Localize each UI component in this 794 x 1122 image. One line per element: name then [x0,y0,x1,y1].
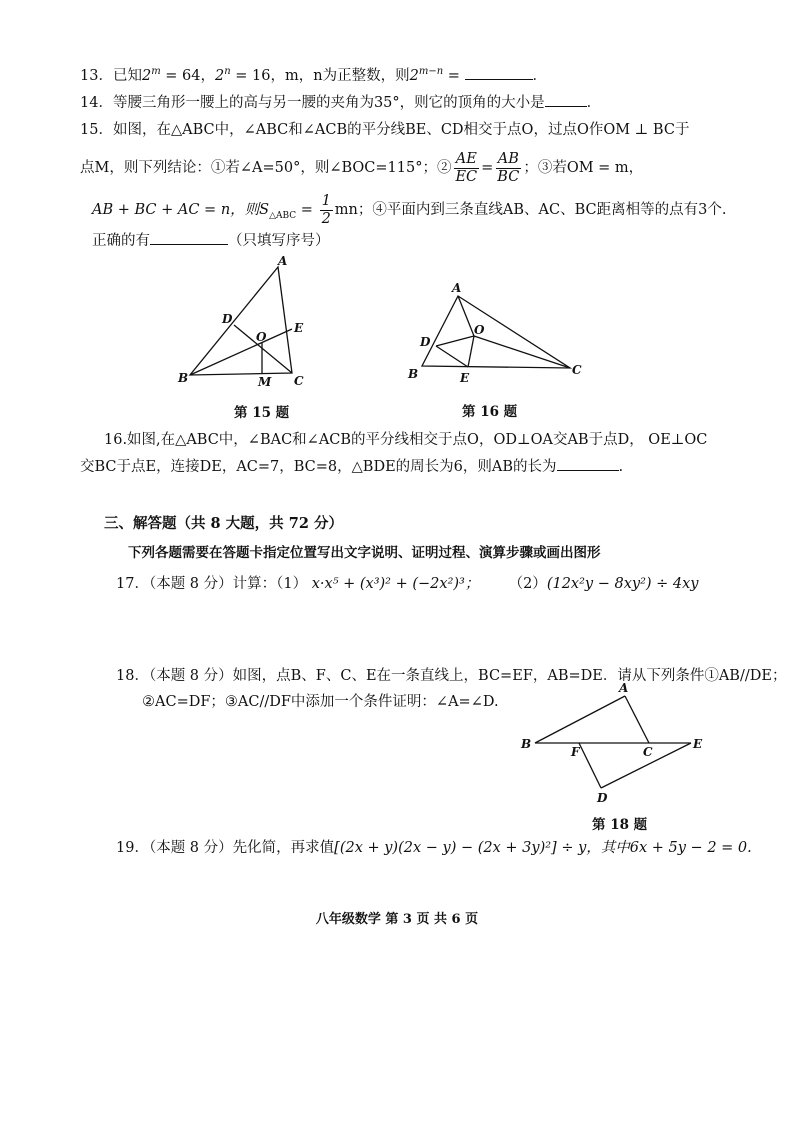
fig16-label-c: C [572,363,582,377]
q13-answer-blank[interactable] [465,65,533,80]
q13-expr-base-3: 2 [409,67,419,84]
fig16-label-d: D [420,335,431,349]
q13-expr-exp-1: m [151,66,161,77]
q15-line-2a: 点M，则下列结论：①若∠A=50°，则∠BOC=115°；② [80,160,452,176]
q15-half-numerator: 1 [321,192,331,209]
figure-18 [515,680,715,810]
q19-label: 19．（本题 8 分）先化简，再求值 [116,840,335,856]
q14-text: 14．等腰三角形一腰上的高与另一腰的夹角为35°，则它的顶角的大小是 [80,95,545,111]
fig15-label-m: M [258,375,272,389]
q15-line-3a: AB + BC + AC = n，则S [92,202,270,218]
fig15-label-c: C [294,374,304,388]
question-19 [116,838,752,858]
question-16-line-2 [80,456,623,477]
fig18-caption: 第 18 题 [592,817,648,833]
q13-prefix: 13．已知 [80,67,142,84]
fig16-triangle-abc [422,296,570,368]
section-3-title-text: 三、解答题（共 8 大题，共 72 分） [104,515,343,532]
fig18-segment-ac [625,696,649,743]
fig18-label-e: E [693,737,703,751]
fig16-label-b: B [408,367,419,381]
fig16-label-a: A [452,281,462,295]
fig15-label-o: O [256,330,267,344]
figure-15 [170,255,320,395]
fig18-lines [535,696,691,788]
fig15-label-b: B [178,371,189,385]
q15-half-denominator: 2 [321,210,331,227]
question-18-line-2 [142,692,499,712]
q16-end: . [618,459,624,475]
q15-answer-blank[interactable] [150,230,228,245]
fig15-caption: 第 15 题 [234,405,290,421]
fig15-lines [190,267,292,375]
fig18-label-a: A [619,681,629,695]
fig18-label-d: D [597,791,608,805]
q13-expr-val-2: = 16 [230,67,271,84]
fig15-label-e: E [294,321,304,335]
section-3-note [128,543,601,563]
q15-line-1: 15．如图，在△ABC中，∠ABC和∠ACB的平分线BE、CD相交于点O，过点O作OM ⊥ BC于 [80,122,690,138]
q13-end: ． [532,67,548,84]
q15-fraction-ab-bc [495,151,521,186]
fig15-label-d: D [222,312,233,326]
section-3-title [104,514,343,534]
question-15-line-4 [92,230,330,251]
page-footer-text: 八年级数学 第 3 页 共 6 页 [315,912,479,927]
fig16-segment-de [436,346,468,367]
q19-condition: ，其中6x + 5y − 2 = 0. [586,840,752,856]
q15-fraction-half [320,193,333,228]
q13-expr-val-1: = 64， [160,67,215,84]
q15-line-3b: mn；④平面内到三条直线AB、AC、BC距离相等的点有3个. [334,202,727,218]
q17-expression-2: (12x²y − 8xy²) ÷ 4xy [546,576,699,592]
q18-line-1: 18．（本题 8 分）如图，点B、F、C、E在一条直线上，BC=EF，AB=DE．请从下列条件①AB//DE； [116,668,787,684]
fig16-segment-oe [468,336,474,367]
fig16-segment-od [436,336,474,346]
q16-answer-blank[interactable] [557,456,619,471]
fig18-label-f: F [571,745,580,759]
q13-expr-exp-2: n [224,66,231,77]
fig15-label-a: A [278,254,288,268]
fig18-label-b: B [521,737,532,751]
q15-frac1-numerator: AE [455,150,477,167]
fig18-label-c: C [643,745,653,759]
question-15-line-1 [80,120,689,140]
question-16-line-1 [104,430,707,450]
q17-label-2: （2） [508,576,547,592]
q14-end: ． [586,95,602,111]
fig15-bisector-be [190,329,292,375]
q15-frac2-numerator: AB [497,150,519,167]
fig18-segment-fd [579,743,601,788]
page-footer [0,908,794,927]
q13-expr-base-2: 2 [215,67,225,84]
fig16-lines [422,296,570,368]
question-13 [80,62,547,86]
fig16-caption: 第 16 题 [462,404,518,420]
q19-expression: [(2x + y)(2x − y) − (2x + 3y)²] ÷ y [334,840,587,856]
q13-expr-exp-3: m−n [418,66,444,77]
fig16-segment-ao [458,296,474,336]
section-3-note-text: 下列各题需要在答题卡指定位置写出文字说明、证明过程、演算步骤或画出图形 [128,545,601,561]
q16-line-2: 交BC于点E，连接DE，AC=7，BC=8，△BDE的周长为6，则AB的长为 [80,459,557,475]
fig18-segment-ab [535,696,625,743]
fig15-triangle-abc [190,267,292,375]
q13-rest: ，m，n为正整数，则 [270,67,410,84]
fig16-label-e: E [460,371,470,385]
question-15-line-3 [92,190,726,234]
q17-label: 17．（本题 8 分）计算：（1） [116,576,308,592]
q15-fraction-ae-ec [453,151,479,186]
q15-frac1-denominator: EC [455,168,478,185]
q16-line-1: 16.如图,在△ABC中，∠BAC和∠ACB的平分线相交于点O，OD⊥OA交AB于点D， OE⊥OC [104,432,708,448]
q15-frac2-denominator: BC [497,168,520,185]
q15-line-4b: （只填写序号） [228,233,330,249]
q13-expr-base-1: 2 [141,67,152,84]
figure-16 [400,278,600,393]
fig16-segment-oc [474,336,570,368]
q15-area-subscript: △ABC [269,210,297,221]
question-15-line-2 [80,148,643,192]
question-17 [116,574,699,594]
q15-area-equals: = [296,202,318,218]
question-14 [80,92,601,113]
q14-answer-blank[interactable] [545,92,587,107]
q13-expr-val-3: = [443,67,460,84]
q15-line-2b: ；③若OM = m， [523,160,644,176]
q18-line-2: ②AC=DF；③AC//DF中添加一个条件证明：∠A=∠D. [142,694,499,710]
q17-expression-1: x·x⁵ + (x³)² + (−2x²)³； [311,576,480,592]
q15-line-4: 正确的有 [92,233,150,249]
fig16-label-o: O [474,323,485,337]
q15-equals: = [481,160,494,176]
